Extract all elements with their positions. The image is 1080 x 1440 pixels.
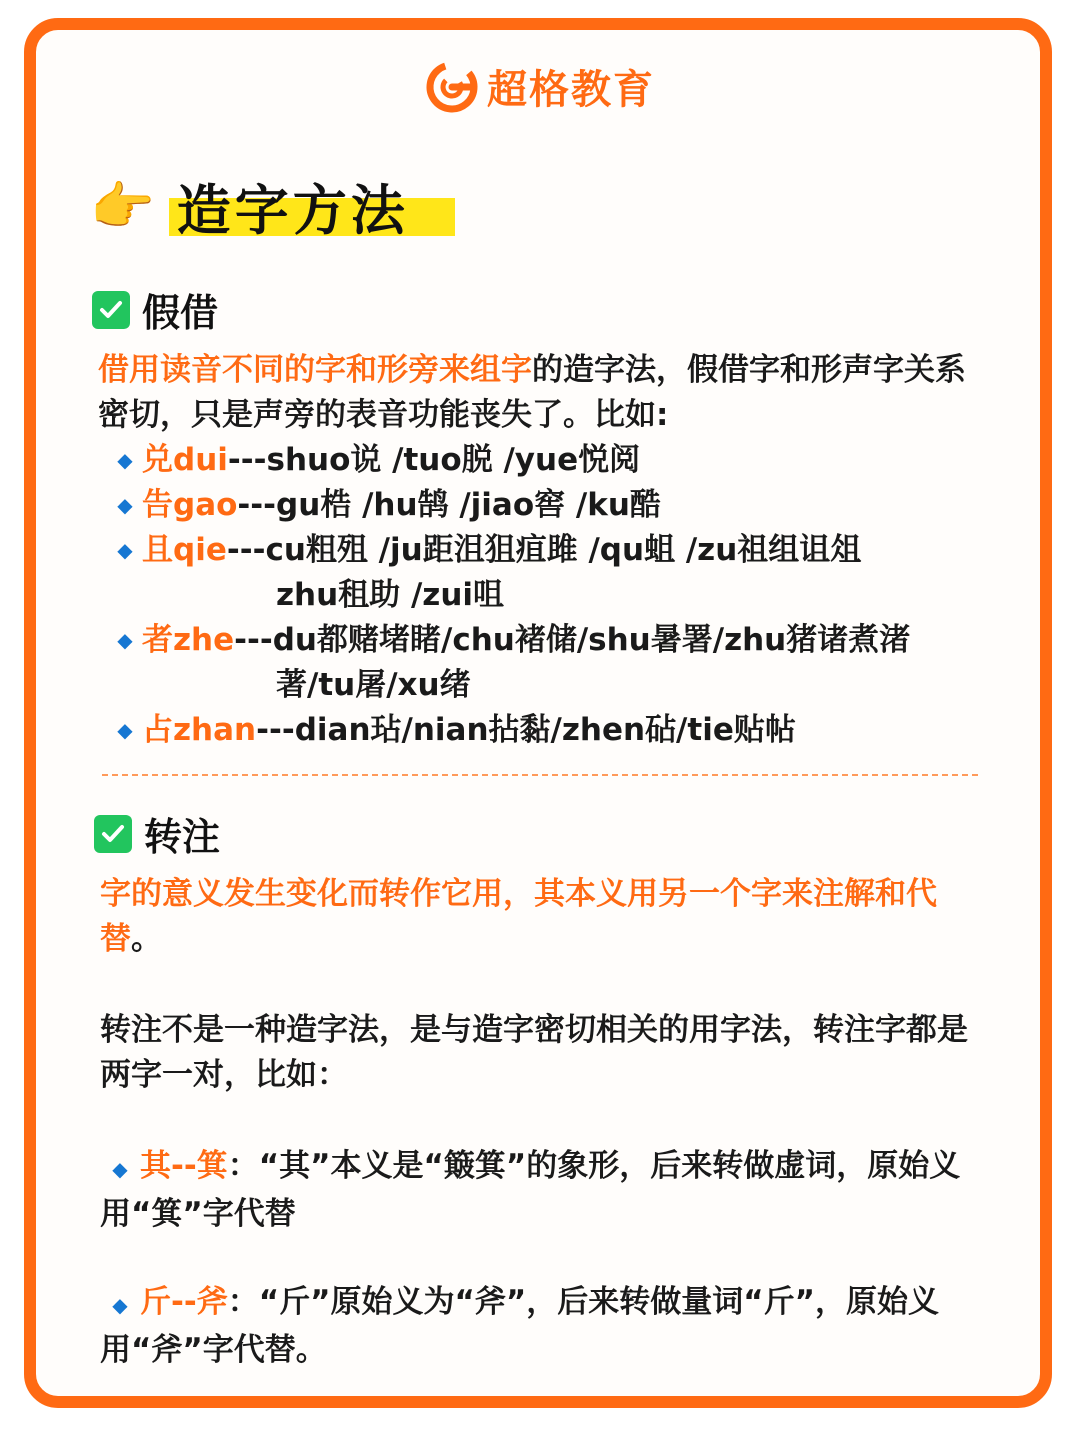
item-continuation: zhu租助 /zui咀 (276, 577, 505, 613)
section-title: 转注 (144, 815, 221, 859)
item-key: 占zhan (142, 712, 257, 748)
pointing-hand-icon: 👉 (90, 176, 155, 237)
item-text: ---gu梏 /hu鹄 /jiao窖 /ku酷 (237, 487, 661, 523)
diamond-bullet-icon: ◆ (117, 718, 133, 742)
title-box (177, 168, 409, 245)
diamond-bullet-icon: ◆ (112, 1157, 128, 1181)
list-item (108, 618, 910, 663)
definition-end: 。 (131, 921, 162, 957)
item-text: ---shuo说 /tuo脱 /yue悦阅 (227, 442, 641, 478)
zhuanzhu-paragraph: 转注不是一种造字法，是与造字密切相关的用字法，转注字都是两字一对，比如： (100, 1012, 968, 1093)
item-key: 兑dui (142, 442, 228, 478)
jiajie-intro (98, 348, 988, 438)
item-text: ---du都赌堵睹/chu褚储/shu暑署/zhu猪诸煮渚 (234, 622, 911, 658)
section-divider (102, 774, 978, 776)
diamond-bullet-icon: ◆ (117, 538, 133, 562)
list-item (108, 438, 640, 483)
check-mark-icon (94, 815, 132, 853)
item-text: ---dian玷/nian拈黏/zhen砧/tie贴帖 (256, 712, 796, 748)
brand-name: 超格教育 (487, 67, 655, 113)
intro-text: 的造字法，假借字和形声字关系密切，只是声旁的表音功能丧失了。比如: (98, 352, 966, 433)
section-heading-jiajie (92, 282, 218, 337)
page-title-row (90, 168, 409, 245)
brand-header (0, 58, 1080, 115)
page-title: 造字方法 (176, 179, 409, 242)
example-item (100, 1144, 980, 1237)
item-key: 斤--斧 (140, 1284, 228, 1320)
item-text: ：“其”本义是“簸箕”的象形，后来转做虚词，原始义用“箕”字代替 (100, 1148, 961, 1232)
brand-g-logo-icon (425, 60, 479, 114)
item-text: ：“斤”原始义为“斧”，后来转做量词“斤”，原始义用“斧”字代替。 (100, 1284, 939, 1368)
item-key: 其--箕 (140, 1148, 228, 1184)
section-heading-zhuanzhu (94, 806, 220, 861)
item-continuation: 著/tu屠/xu绪 (276, 667, 471, 703)
intro-highlight: 借用读音不同的字和形旁来组字 (98, 352, 532, 388)
list-item (108, 708, 796, 753)
definition-highlight: 字的意义发生变化而转作它用，其本义用另一个字来注解和代替 (100, 876, 937, 957)
diamond-bullet-icon: ◆ (112, 1293, 128, 1317)
item-text: ---cu粗殂 /ju距沮狙疽雎 /qu蛆 /zu祖组诅俎 (226, 532, 862, 568)
list-item (108, 483, 661, 528)
item-key: 告gao (142, 487, 238, 523)
diamond-bullet-icon: ◆ (117, 493, 133, 517)
zhuanzhu-definition (100, 872, 990, 962)
list-item (108, 528, 861, 573)
item-key: 者zhe (142, 622, 235, 658)
section-title: 假借 (142, 291, 219, 335)
check-mark-icon (92, 291, 130, 329)
item-key: 且qie (142, 532, 227, 568)
example-item (100, 1280, 980, 1373)
diamond-bullet-icon: ◆ (117, 448, 133, 472)
diamond-bullet-icon: ◆ (117, 628, 133, 652)
